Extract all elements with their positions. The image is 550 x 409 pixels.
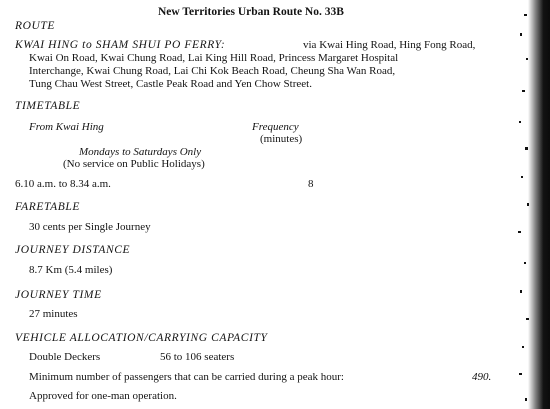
timetable-time: 6.10 a.m. to 8.34 a.m. <box>15 178 111 190</box>
route-name: KWAI HING to SHAM SHUI PO FERRY: <box>15 39 226 51</box>
journey-time-value: 27 minutes <box>29 308 78 320</box>
approval-note: Approved for one-man operation. <box>29 390 177 402</box>
route-heading: ROUTE <box>15 20 56 32</box>
min-passengers-text: Minimum number of passengers that can be carried during a peak hour: <box>29 371 344 383</box>
faretable-heading: FARETABLE <box>15 201 81 213</box>
document-title: New Territories Urban Route No. 33B <box>158 6 344 18</box>
frequency-unit: (minutes) <box>260 133 303 145</box>
timetable-note: (No service on Public Holidays) <box>63 158 205 170</box>
timetable-days: Mondays to Saturdays Only <box>79 146 202 158</box>
journey-distance-value: 8.7 Km (5.4 miles) <box>29 264 113 276</box>
journey-distance-heading: JOURNEY DISTANCE <box>15 244 131 256</box>
route-via-line: Tung Chau West Street, Castle Peak Road and Yen Chow Street. <box>29 78 312 90</box>
route-via-line: via Kwai Hing Road, Hing Fong Road, <box>303 39 476 51</box>
vehicle-heading: VEHICLE ALLOCATION/CARRYING CAPACITY <box>15 332 268 344</box>
min-passengers-value: 490. <box>472 371 492 383</box>
vehicle-type: Double Deckers <box>29 351 101 363</box>
timetable-heading: TIMETABLE <box>15 100 81 112</box>
route-via-line: Interchange, Kwai Chung Road, Lai Chi Kok Beach Road, Cheung Sha Wan Road, <box>29 65 396 77</box>
page-edge-speckle <box>510 0 550 409</box>
timetable-from-label: From Kwai Hing <box>29 121 104 133</box>
frequency-label: Frequency <box>252 121 299 133</box>
route-via-line: Kwai On Road, Kwai Chung Road, Lai King Hill Road, Princess Margaret Hospital <box>29 52 399 64</box>
timetable-frequency: 8 <box>308 178 314 190</box>
journey-time-heading: JOURNEY TIME <box>15 289 102 301</box>
vehicle-capacity: 56 to 106 seaters <box>160 351 235 363</box>
fare-value: 30 cents per Single Journey <box>29 221 151 233</box>
